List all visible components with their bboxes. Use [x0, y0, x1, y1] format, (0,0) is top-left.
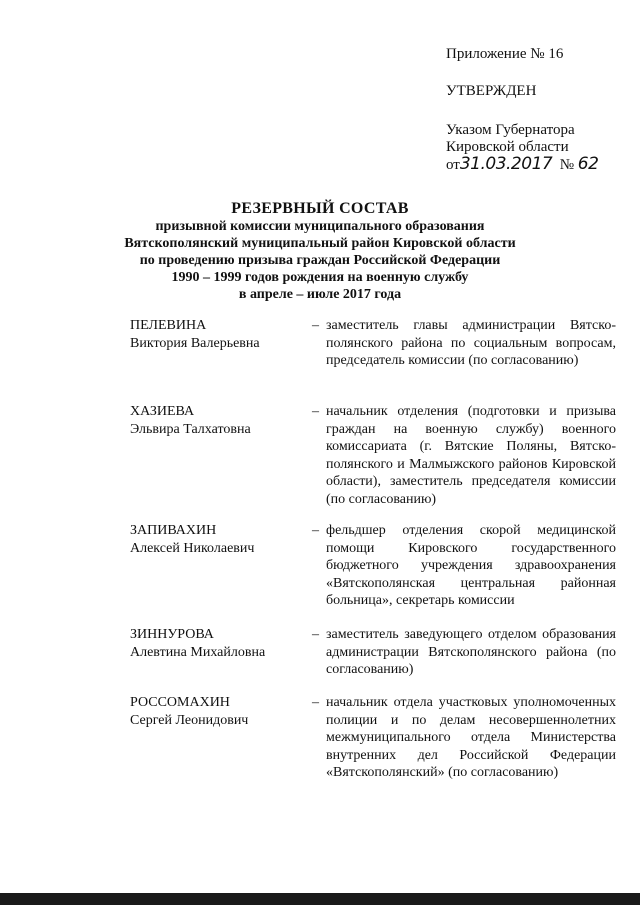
member-dash: – — [312, 627, 319, 642]
member-entry — [130, 317, 616, 403]
member-role: начальник отдела участковых уполномоченных полиции и по делам несовершеннолетних межмуниципального отдела Министерства внутренних дел Российской Федерации «Вятскополянский» (по согласованию) — [326, 695, 616, 780]
approval-stamp — [446, 46, 616, 174]
handwritten-date: 31.03.2017 — [459, 154, 553, 174]
members-list — [130, 317, 616, 804]
from-prefix: от — [446, 157, 460, 173]
title-line-2: Вятскополянский муниципальный район Кировской области — [124, 236, 516, 251]
member-surname: РОССОМАХИН — [130, 695, 230, 710]
decree-line-2: Кировской области — [446, 139, 569, 155]
member-given-name: Алексей Николаевич — [130, 540, 255, 556]
member-surname: ПЕЛЕВИНА — [130, 318, 207, 333]
title-line-4: 1990 – 1999 годов рождения на военную службу — [171, 270, 469, 285]
member-dash: – — [312, 404, 319, 419]
member-entry — [130, 626, 616, 694]
number-prefix: № — [559, 157, 575, 173]
document-title — [100, 199, 540, 303]
member-surname: ЗИННУРОВА — [130, 627, 214, 642]
member-name — [130, 626, 312, 694]
member-entry — [130, 403, 616, 522]
member-entry — [130, 694, 616, 804]
title-line-1: призывной комиссии муниципального образования — [155, 219, 485, 234]
title-main: РЕЗЕРВНЫЙ СОСТАВ — [231, 200, 409, 217]
appendix-label: Приложение № 16 — [446, 46, 564, 62]
member-dash: – — [312, 318, 319, 333]
decree-line-1: Указом Губернатора — [446, 122, 575, 138]
approved-label: УТВЕРЖДЕН — [446, 83, 537, 99]
member-name — [130, 522, 312, 626]
decree-date-line — [446, 156, 616, 174]
member-dash: – — [312, 695, 319, 710]
member-name — [130, 694, 312, 804]
member-surname: ЗАПИВАХИН — [130, 523, 217, 538]
member-role: фельдшер отделения скорой медицинской помощи Кировского государственного бюджетного учреждения здравоохранения «Вятскополянская центральная районная больница», секретарь комиссии — [326, 523, 616, 608]
scan-edge-bar — [0, 893, 640, 905]
member-name — [130, 403, 312, 522]
member-role: начальник отделения (подготовки и призыва граждан на военную службу) военного комиссариата (г. Вятские Поляны, Вятскополянского и Малмыжского районов Кировской области), заместитель председателя комиссии (по согласованию) — [326, 404, 616, 507]
member-given-name: Алевтина Михайловна — [130, 644, 266, 660]
member-role: заместитель заведующего отделом образования администрации Вятскополянского района (по согласованию) — [326, 627, 616, 677]
member-given-name: Сергей Леонидович — [130, 712, 249, 728]
handwritten-number: 62 — [577, 154, 599, 174]
member-surname: ХАЗИЕВА — [130, 404, 195, 419]
title-line-3: по проведению призыва граждан Российской Федерации — [139, 253, 501, 268]
member-given-name: Виктория Валерьевна — [130, 335, 260, 351]
title-line-5: в апреле – июле 2017 года — [238, 287, 402, 302]
member-role: заместитель главы администрации Вятскополянского района по социальным вопросам, председатель комиссии (по согласованию) — [326, 318, 616, 368]
member-entry — [130, 522, 616, 626]
member-given-name: Эльвира Талхатовна — [130, 421, 251, 437]
member-dash: – — [312, 523, 319, 538]
member-name — [130, 317, 312, 403]
